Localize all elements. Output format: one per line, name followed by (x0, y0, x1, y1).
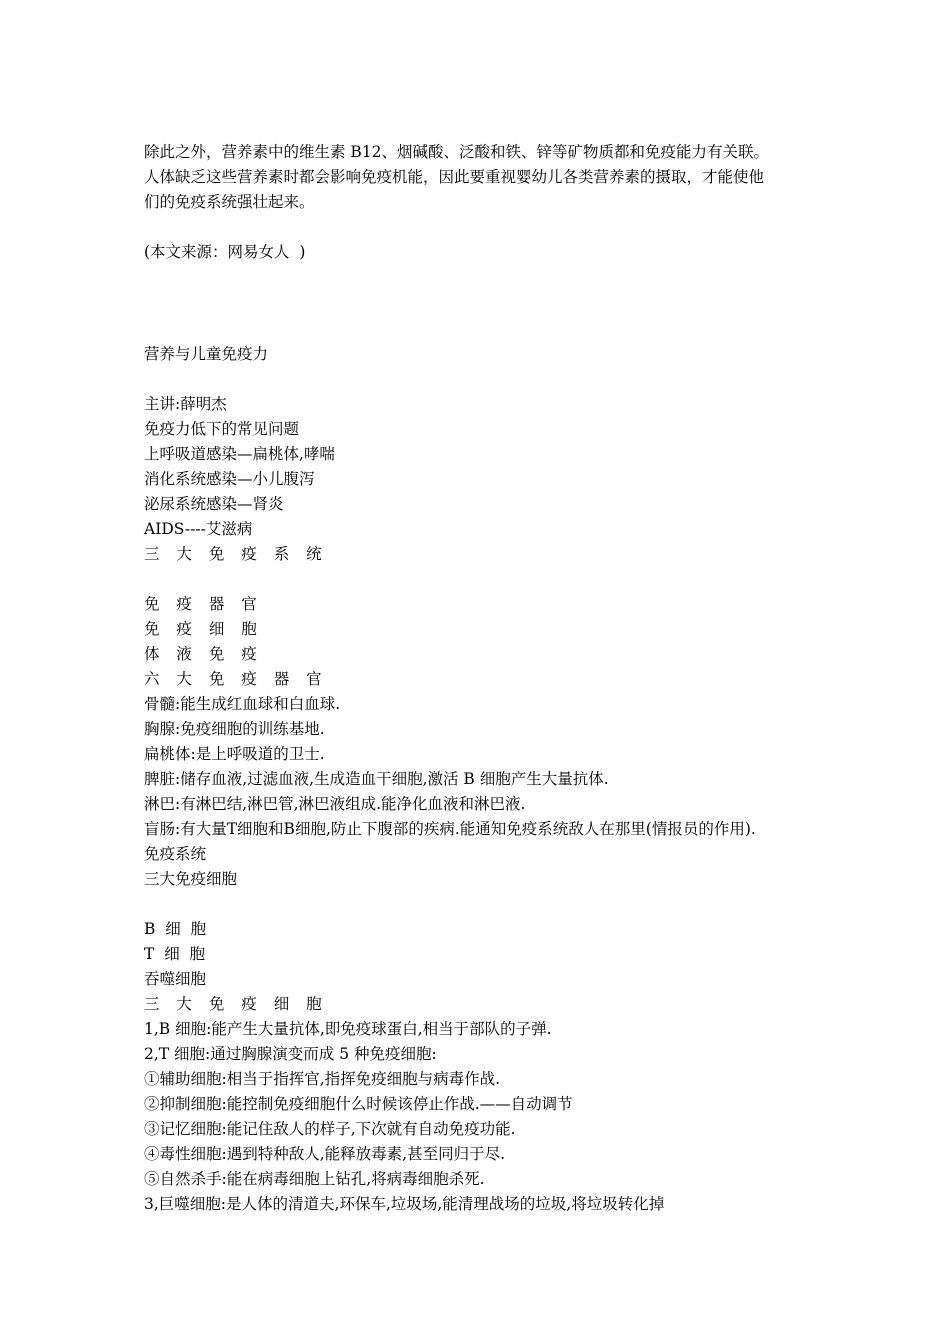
article-heading: 三 大 免 疫 细 胞 (144, 995, 328, 1013)
article-line: 盲肠:有大量T细胞和B细胞,防止下腹部的疾病.能通知免疫系统敌人在那里(情报员的作用). (144, 820, 756, 838)
article-line: 三大免疫细胞 (144, 870, 238, 888)
article-body (144, 342, 844, 1217)
intro-line: 们的免疫系统强壮起来。 (144, 193, 315, 211)
article-line: 脾脏:储存血液,过滤血液,生成造血干细胞,激活 B 细胞产生大量抗体. (144, 770, 609, 788)
intro-paragraph (144, 140, 844, 215)
article-line: 主讲:薛明杰 (144, 395, 227, 413)
source-note (144, 240, 844, 265)
article-line: ②抑制细胞:能控制免疫细胞什么时候该停止作战.——自动调节 (144, 1095, 573, 1113)
article-line: ③记忆细胞:能记住敌人的样子,下次就有自动免疫功能. (144, 1120, 516, 1138)
article-line: 3,巨噬细胞:是人体的清道夫,环保车,垃圾场,能清理战场的垃圾,将垃圾转化掉 (144, 1195, 665, 1213)
article-line (144, 367, 844, 392)
article-line: 消化系统感染—小儿腹泻 (144, 470, 315, 488)
article-line (144, 567, 844, 592)
article-line: ①辅助细胞:相当于指挥官,指挥免疫细胞与病毒作战. (144, 1070, 501, 1088)
intro-line: 除此之外，营养素中的维生素 B12、烟碱酸、泛酸和铁、锌等矿物质都和免疫能力有关联。 (144, 143, 770, 161)
article-line: AIDS----艾滋病 (144, 520, 253, 538)
article-heading: 三 大 免 疫 系 统 (144, 545, 328, 563)
article-line: T 细 胞 (144, 945, 206, 963)
article-line: 2,T 细胞:通过胸腺演变而成 5 种免疫细胞: (144, 1045, 437, 1063)
article-line: B 细 胞 (144, 920, 207, 938)
article-line: ⑤自然杀手:能在病毒细胞上钻孔,将病毒细胞杀死. (144, 1170, 485, 1188)
intro-line: 人体缺乏这些营养素时都会影响免疫机能，因此要重视婴幼儿各类营养素的摄取，才能使他 (144, 168, 765, 186)
article-line: 骨髓:能生成红血球和白血球. (144, 695, 341, 713)
source-line: (本文来源：网易女人 ) (144, 243, 306, 261)
article-heading: 免 疫 细 胞 (144, 620, 263, 638)
article-line: 胸腺:免疫细胞的训练基地. (144, 720, 325, 738)
article-line: 免疫力低下的常见问题 (144, 420, 300, 438)
article-heading: 免 疫 器 官 (144, 595, 263, 613)
article-title: 营养与儿童免疫力 (144, 345, 269, 363)
article-line: 吞噬细胞 (144, 970, 207, 988)
article-line: 上呼吸道感染—扁桃体,哮喘 (144, 445, 335, 463)
article-line (144, 892, 844, 917)
article-line: ④毒性细胞:遇到特种敌人,能释放毒素,甚至同归于尽. (144, 1145, 506, 1163)
article-heading: 六 大 免 疫 器 官 (144, 670, 328, 688)
article-line: 扁桃体:是上呼吸道的卫士. (144, 745, 325, 763)
article-line: 泌尿系统感染—肾炎 (144, 495, 284, 513)
article-line: 1,B 细胞:能产生大量抗体,即免疫球蛋白,相当于部队的子弹. (144, 1020, 552, 1038)
article-heading: 体 液 免 疫 (144, 645, 263, 663)
article-line: 淋巴:有淋巴结,淋巴管,淋巴液组成.能净化血液和淋巴液. (144, 795, 526, 813)
article-line: 免疫系统 (144, 845, 207, 863)
